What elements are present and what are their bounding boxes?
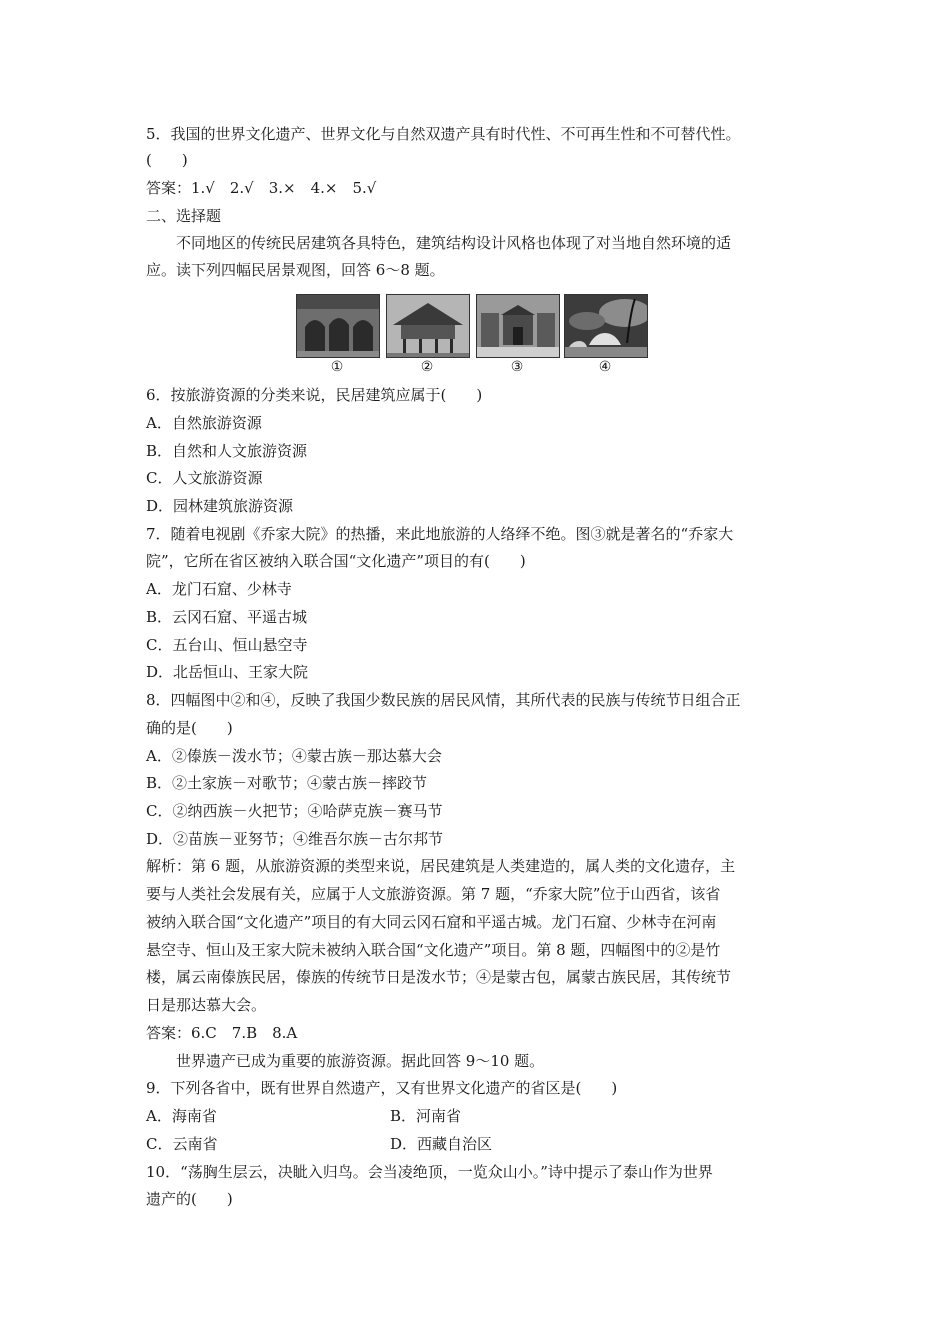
question-10-stem-line-1: 10．“荡胸生层云，决眦入归鸟。会当凌绝顶，一览众山小。”诗中提示了泰山作为世界 bbox=[146, 1163, 713, 1181]
question-9-stem: 9．下列各省中，既有世界自然遗产，又有世界文化遗产的省区是( ) bbox=[146, 1079, 618, 1097]
photo-caption-2: ② bbox=[420, 359, 434, 375]
photo-bamboo-house bbox=[386, 294, 470, 358]
photo-caption-4: ④ bbox=[598, 359, 612, 375]
question-7-option-a: A．龙门石窟、少林寺 bbox=[146, 580, 292, 598]
question-7-stem-line-1: 7．随着电视剧《乔家大院》的热播，来此地旅游的人络绎不绝。图③就是著名的“乔家大 bbox=[146, 525, 734, 543]
section-heading-choice: 二、选择题 bbox=[146, 207, 222, 225]
question-5-text: 5．我国的世界文化遗产、世界文化与自然双遗产具有时代性、不可再生性和不可替代性。 bbox=[146, 125, 741, 143]
question-8-option-d: D．②苗族－亚努节；④维吾尔族－古尔邦节 bbox=[146, 830, 444, 848]
question-8-stem-line-1: 8．四幅图中②和④，反映了我国少数民族的居民风情，其所代表的民族与传统节日组合正 bbox=[146, 691, 741, 709]
question-6-option-d: D．园林建筑旅游资源 bbox=[146, 497, 294, 515]
question-7-stem-line-2: 院”，它所在省区被纳入联合国“文化遗产”项目的有( ) bbox=[146, 552, 526, 570]
question-6-stem: 6．按旅游资源的分类来说，民居建筑应属于( ) bbox=[146, 386, 483, 404]
photo-qiao-family-compound bbox=[476, 294, 560, 358]
question-9-option-b: B．河南省 bbox=[390, 1107, 462, 1125]
question-6-option-a: A．自然旅游资源 bbox=[146, 414, 262, 432]
question-8-option-a: A．②傣族－泼水节；④蒙古族－那达慕大会 bbox=[146, 747, 442, 765]
explanation-line-3: 被纳入联合国“文化遗产”项目的有大同云冈石窟和平遥古城。龙门石窟、少林寺在河南 bbox=[146, 913, 717, 931]
question-7-option-b: B．云冈石窟、平遥古城 bbox=[146, 608, 308, 626]
dwelling-photo-strip bbox=[296, 294, 658, 376]
photo-caption-1: ① bbox=[330, 359, 344, 375]
question-9-option-d: D．西藏自治区 bbox=[390, 1135, 493, 1153]
photo-caption-3: ③ bbox=[510, 359, 524, 375]
explanation-line-1: 解析：第 6 题，从旅游资源的类型来说，居民建筑是人类建造的，属人类的文化遗存，主 bbox=[146, 857, 736, 875]
explanation-line-6: 日是那达慕大会。 bbox=[146, 996, 267, 1014]
answer-1-5: 答案：1.√ 2.√ 3.× 4.× 5.√ bbox=[146, 179, 377, 197]
question-7-option-d: D．北岳恒山、王家大院 bbox=[146, 663, 309, 681]
intro-paragraph-line-1: 不同地区的传统民居建筑各具特色，建筑结构设计风格也体现了对当地自然环境的适 bbox=[176, 234, 732, 252]
explanation-line-5: 楼，属云南傣族民居，傣族的传统节日是泼水节；④是蒙古包，属蒙古族民居，其传统节 bbox=[146, 968, 732, 986]
explanation-line-2: 要与人类社会发展有关，应属于人文旅游资源。第 7 题，“乔家大院”位于山西省，该省 bbox=[146, 885, 721, 903]
question-6-option-c: C．人文旅游资源 bbox=[146, 469, 263, 487]
question-8-option-c: C．②纳西族－火把节；④哈萨克族－赛马节 bbox=[146, 802, 443, 820]
question-9-option-a: A．海南省 bbox=[146, 1107, 217, 1125]
question-5-blank: ( ) bbox=[146, 151, 188, 169]
photo-cave-dwelling bbox=[296, 294, 380, 358]
question-8-option-b: B．②土家族－对歌节；④蒙古族－摔跤节 bbox=[146, 774, 428, 792]
photo-mongolian-yurt bbox=[564, 294, 648, 358]
question-6-option-b: B．自然和人文旅游资源 bbox=[146, 442, 308, 460]
question-8-stem-line-2: 确的是( ) bbox=[146, 719, 233, 737]
answer-6-8: 答案：6.C 7.B 8.A bbox=[146, 1024, 298, 1042]
intro-9-10: 世界遗产已成为重要的旅游资源。据此回答 9～10 题。 bbox=[176, 1052, 545, 1070]
explanation-line-4: 悬空寺、恒山及王家大院未被纳入联合国“文化遗产”项目。第 8 题，四幅图中的②是竹 bbox=[146, 941, 721, 959]
question-7-option-c: C．五台山、恒山悬空寺 bbox=[146, 636, 308, 654]
question-10-stem-line-2: 遗产的( ) bbox=[146, 1190, 233, 1208]
question-9-option-c: C．云南省 bbox=[146, 1135, 218, 1153]
intro-paragraph-line-2: 应。读下列四幅民居景观图，回答 6～8 题。 bbox=[146, 261, 445, 279]
